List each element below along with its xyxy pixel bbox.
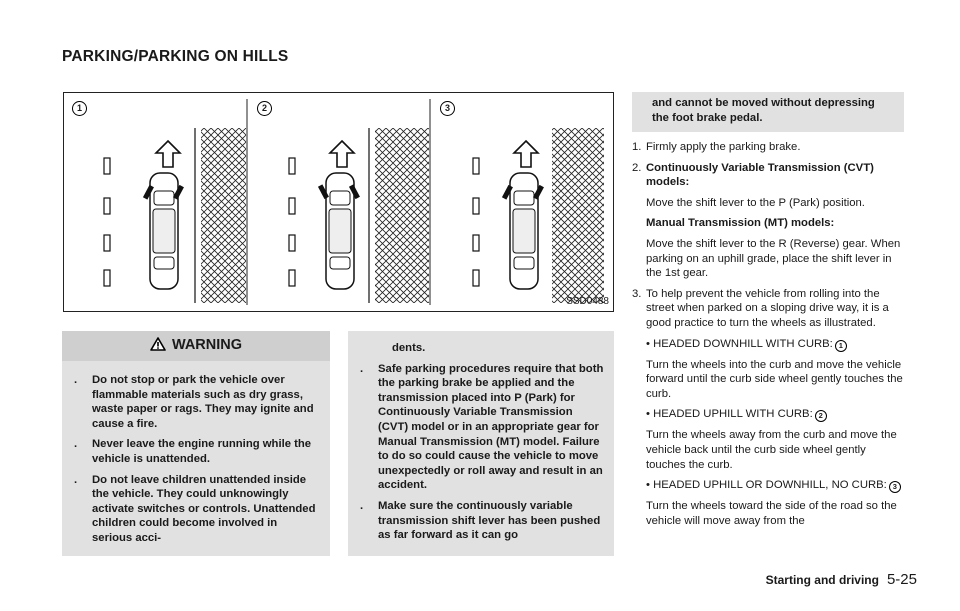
page-number: 5-25 [886,571,917,588]
step-2-cvt: Move the shift lever to the P (Park) position. [646,196,865,209]
warning-item-continued: dents. [392,342,426,354]
bullet-uphill-curb: • HEADED UPHILL WITH CURB: 2 [632,407,906,422]
warning-item: . Do not stop or park the vehicle over flammable materials such as dry grass, waste paper or rags. They may ignite and cause a fire. [74,374,314,430]
warning-triangle-icon [150,337,166,355]
warning-item: . Make sure the continuously variable transmission shift lever has been pushed as far forward as it can go [360,499,601,542]
panel-2-uphill-with-curb [289,128,429,303]
warning-item-continued: and cannot be moved without depressing the foot brake pedal. [652,97,875,124]
bullet-no-curb-text: Turn the wheels toward the side of the road so the vehicle will move away from the [646,500,897,527]
bullet-downhill-curb: • HEADED DOWNHILL WITH CURB: 1 [632,337,906,352]
bullet-no-curb: • HEADED UPHILL OR DOWNHILL, NO CURB: 3 [632,478,906,493]
warning-header [62,331,330,361]
warning-body-col3 [632,92,904,132]
page-footer [766,571,917,588]
panel-number-2: 2 [257,101,272,116]
panel-number-1: 1 [72,101,87,116]
panel-3-no-curb [473,128,604,303]
warning-item: . Safe parking procedures require that both the parking brake be applied and the transmission placed into P (Park) for Continuously Variable Transmission (CVT) model or in an appropriate gear for Manual Transmission (MT) model. Failure to do so could cause the vehicle to move unexpectedly or roll away and result in an accident. [360,362,604,492]
warning-item: . Do not leave children unattended inside the vehicle. They could unknowingly activate switches or controls. Unattended children could become involved in serious acci- [74,473,316,544]
warning-body-col2 [348,331,614,556]
parking-procedure [632,140,906,534]
warning-heading: WARNING [171,337,243,353]
bullet-downhill-curb-text: Turn the wheels into the curb and move the vehicle forward until the curb side wheel gently touches the curb. [646,358,903,400]
warning-body-col1 [62,361,330,556]
bullet-uphill-curb-text: Turn the wheels away from the curb and move the vehicle back until the curb side wheel gently touches the curb. [646,429,897,471]
step-3: 3. To help prevent the vehicle from rolling into the street when parked on a sloping drive way, it is a good practice to turn the wheels as illustrated. [632,287,889,329]
panel-1-downhill-with-curb [104,128,246,303]
parking-diagram [64,93,613,311]
step-2-mt: Move the shift lever to the R (Reverse) gear. When parking on an uphill grade, place the shift lever in the 1st gear. [646,237,901,280]
parking-illustration [63,92,614,312]
figure-id: SSD0488 [566,296,609,307]
warning-item: . Never leave the engine running while the vehicle is unattended. [74,438,312,465]
panel-number-3: 3 [440,101,455,116]
step-1: 1. Firmly apply the parking brake. [632,141,801,153]
step-2-heading: 2. Continuously Variable Transmission (CVT) models: [632,161,874,189]
page-title: PARKING/PARKING ON HILLS [62,48,289,65]
step-2-mt-heading: Manual Transmission (MT) models: [646,217,835,230]
section-name: Starting and driving [765,573,879,587]
